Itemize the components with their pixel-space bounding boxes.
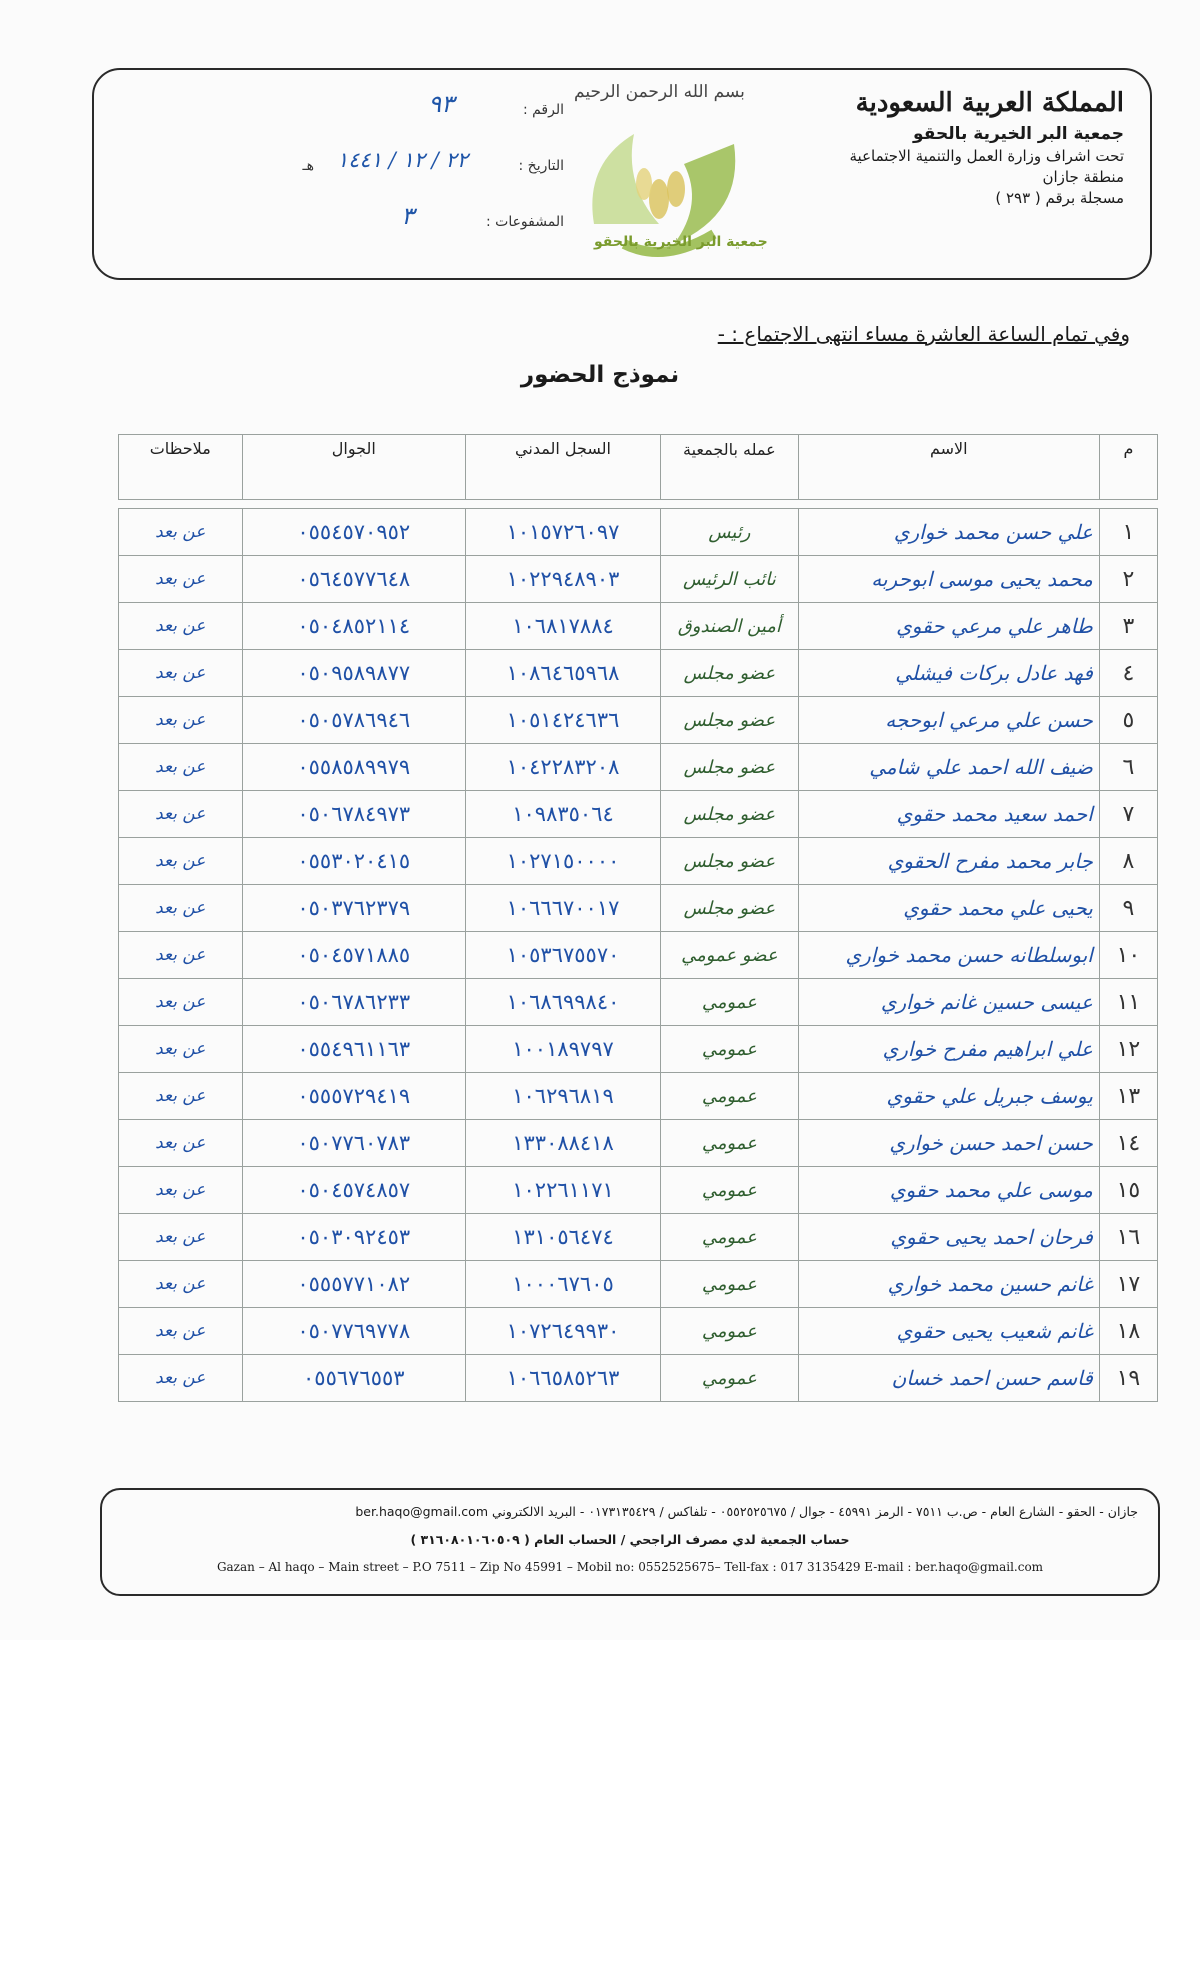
row-num: ١٠ [1099, 932, 1157, 979]
row-num: ١٦ [1099, 1214, 1157, 1261]
table-row [119, 1120, 1158, 1167]
row-civil-id: ١٠٦٢٩٦٨١٩ [466, 1073, 661, 1120]
row-mobile: ٠٥٠٦٧٨٤٩٧٣ [242, 791, 466, 838]
number-value: ٩٣ [428, 90, 454, 118]
row-mobile: ٠٥٠٤٨٥٢١١٤ [242, 603, 466, 650]
row-name: عيسى حسين غانم خواري [798, 979, 1099, 1026]
table-row [119, 1355, 1158, 1402]
row-name: يوسف جبريل علي حقوي [798, 1073, 1099, 1120]
table-row [119, 1167, 1158, 1214]
row-civil-id: ١٠٦٨١٧٨٨٤ [466, 603, 661, 650]
row-role: نائب الرئيس [660, 556, 798, 603]
row-role: عضو مجلس [660, 697, 798, 744]
row-name: علي ابراهيم مفرح خواري [798, 1026, 1099, 1073]
row-note: عن بعد [119, 838, 243, 885]
row-note: عن بعد [119, 697, 243, 744]
form-title: نموذج الحضور [520, 362, 680, 388]
row-note: عن بعد [119, 1120, 243, 1167]
row-note: عن بعد [119, 603, 243, 650]
row-num: ١٢ [1099, 1026, 1157, 1073]
attachments-label: المشفوعات : [485, 214, 564, 230]
table-row [119, 791, 1158, 838]
row-note: عن بعد [119, 1214, 243, 1261]
row-role: رئيس [660, 509, 798, 556]
table-row [119, 885, 1158, 932]
row-name: حسن احمد حسن خواري [798, 1120, 1099, 1167]
row-mobile: ٠٥٠٤٥٧٤٨٥٧ [242, 1167, 466, 1214]
row-role: عضو مجلس [660, 650, 798, 697]
header-notes: ملاحظات [119, 435, 243, 500]
row-mobile: ٠٥٠٥٧٨٦٩٤٦ [242, 697, 466, 744]
number-row [244, 90, 564, 130]
row-num: ٩ [1099, 885, 1157, 932]
row-role: عضو مجلس [660, 885, 798, 932]
registration-line: مسجلة برقم ( ٢٩٣ ) [995, 189, 1124, 207]
row-name: علي حسن محمد خواري [798, 509, 1099, 556]
date-row [244, 146, 564, 186]
table-row [119, 1214, 1158, 1261]
row-note: عن بعد [119, 1261, 243, 1308]
attendance-rows [119, 509, 1158, 1402]
row-role: أمين الصندوق [660, 603, 798, 650]
footer-bank-account: حساب الجمعية لدي مصرف الراجحي / الحساب العام ( ٣١٦٠٨٠١٠٦٠٥٠٩ ) [410, 1532, 850, 1547]
row-role: عمومي [660, 1355, 798, 1402]
row-role: عمومي [660, 1026, 798, 1073]
row-num: ٥ [1099, 697, 1157, 744]
row-note: عن بعد [119, 1308, 243, 1355]
row-note: عن بعد [119, 1026, 243, 1073]
table-row [119, 744, 1158, 791]
row-num: ٨ [1099, 838, 1157, 885]
row-mobile: ٠٥٠٧٧٦٩٧٧٨ [242, 1308, 466, 1355]
row-mobile: ٠٥٥٦٧٦٥٥٣ [242, 1355, 466, 1402]
header-role: عمله بالجمعية [660, 435, 798, 500]
row-name: فهد عادل بركات فيشلي [798, 650, 1099, 697]
row-role: عمومي [660, 1261, 798, 1308]
supervision-line: تحت اشراف وزارة العمل والتنمية الاجتماعية [849, 147, 1124, 165]
table-row [119, 1073, 1158, 1120]
row-civil-id: ١٠٥٣٦٧٥٥٧٠ [466, 932, 661, 979]
row-note: عن بعد [119, 1167, 243, 1214]
row-mobile: ٠٥٦٤٥٧٧٦٤٨ [242, 556, 466, 603]
row-note: عن بعد [119, 744, 243, 791]
date-suffix: هـ [302, 158, 314, 174]
row-civil-id: ١٠١٥٧٢٦٠٩٧ [466, 509, 661, 556]
row-name: طاهر علي مرعي حقوي [798, 603, 1099, 650]
region-line: منطقة جازان [1042, 168, 1124, 186]
date-label: التاريخ : [518, 158, 564, 174]
footer [100, 1488, 1160, 1596]
row-civil-id: ١٠٠١٨٩٧٩٧ [466, 1026, 661, 1073]
row-num: ١ [1099, 509, 1157, 556]
row-num: ١١ [1099, 979, 1157, 1026]
number-label: الرقم : [522, 102, 564, 118]
table-row [119, 932, 1158, 979]
row-name: غانم حسين محمد خواري [798, 1261, 1099, 1308]
table-row [119, 1261, 1158, 1308]
row-name: احمد سعيد محمد حقوي [798, 791, 1099, 838]
footer-contact-arabic: جازان - الحقو - الشارع العام - ص.ب ٧٥١١ - الرمز ٤٥٩٩١ - جوال / ٠٥٥٢٥٢٥٦٧٥ - تلفاكس / ٠١٧٣١٣٥٤٢٩ - البريد الالكتروني ber.haqo@gmail.com [355, 1504, 1138, 1519]
meeting-closing-text: وفي تمام الساعة العاشرة مساء انتهى الاجتماع : - [717, 322, 1130, 346]
row-mobile: ٠٥٠٤٥٧١٨٨٥ [242, 932, 466, 979]
row-mobile: ٠٥٠٦٧٨٦٢٣٣ [242, 979, 466, 1026]
table-row [119, 1308, 1158, 1355]
header-mobile: الجوال [242, 435, 466, 500]
row-name: ضيف الله احمد علي شامي [798, 744, 1099, 791]
row-civil-id: ١٠٦٨٦٩٩٨٤٠ [466, 979, 661, 1026]
row-name: موسى علي محمد حقوي [798, 1167, 1099, 1214]
attendance-table [118, 434, 1158, 1402]
row-num: ١٤ [1099, 1120, 1157, 1167]
row-name: غانم شعيب يحيى حقوي [798, 1308, 1099, 1355]
table-row [119, 1026, 1158, 1073]
row-name: محمد يحيى موسى ابوحربه [798, 556, 1099, 603]
row-role: عمومي [660, 979, 798, 1026]
header-num: م [1099, 435, 1157, 500]
row-num: ٧ [1099, 791, 1157, 838]
row-civil-id: ١٠٤٢٢٨٣٢٠٨ [466, 744, 661, 791]
row-name: ابوسلطانه حسن محمد خواري [798, 932, 1099, 979]
row-num: ١٣ [1099, 1073, 1157, 1120]
row-mobile: ٠٥٥٣٠٢٠٤١٥ [242, 838, 466, 885]
row-role: عضو عمومي [660, 932, 798, 979]
row-civil-id: ١٠٢٢٩٤٨٩٠٣ [466, 556, 661, 603]
row-num: ٦ [1099, 744, 1157, 791]
row-note: عن بعد [119, 885, 243, 932]
attachments-row [244, 202, 564, 242]
row-name: فرحان احمد يحيى حقوي [798, 1214, 1099, 1261]
row-num: ١٧ [1099, 1261, 1157, 1308]
row-num: ١٥ [1099, 1167, 1157, 1214]
table-row [119, 509, 1158, 556]
table-row [119, 838, 1158, 885]
table-header-row [119, 435, 1158, 500]
row-role: عمومي [660, 1308, 798, 1355]
row-num: ٤ [1099, 650, 1157, 697]
row-civil-id: ١٠٢٧١٥٠٠٠٠ [466, 838, 661, 885]
table-row [119, 650, 1158, 697]
footer-contact-english: Gazan – Al haqo – Main street – P.O 7511 – Zip No 45991 – Mobil no: 0552525675– Tell-fax : 017 3135429 E-mail : ber.haqo@gmail.com [216, 1560, 1044, 1574]
header-name: الاسم [798, 435, 1099, 500]
attachments-value: ٣ [401, 202, 414, 230]
row-num: ١٩ [1099, 1355, 1157, 1402]
row-civil-id: ١٣١٠٥٦٤٧٤ [466, 1214, 661, 1261]
row-civil-id: ١٠٩٨٣٥٠٦٤ [466, 791, 661, 838]
row-name: قاسم حسن احمد خسان [798, 1355, 1099, 1402]
row-role: عمومي [660, 1167, 798, 1214]
logo-caption: جمعية البر الخيرية بالحقو [594, 234, 768, 250]
row-role: عمومي [660, 1214, 798, 1261]
row-mobile: ٠٥٠٧٧٦٠٧٨٣ [242, 1120, 466, 1167]
row-mobile: ٠٥٠٣٧٦٢٣٧٩ [242, 885, 466, 932]
row-note: عن بعد [119, 932, 243, 979]
logo-area [534, 76, 794, 276]
row-mobile: ٠٥٥٤٥٧٠٩٥٢ [242, 509, 466, 556]
table-row [119, 556, 1158, 603]
row-role: عضو مجلس [660, 791, 798, 838]
row-num: ١٨ [1099, 1308, 1157, 1355]
row-note: عن بعد [119, 556, 243, 603]
row-mobile: ٠٥٠٣٠٩٢٤٥٣ [242, 1214, 466, 1261]
table-row [119, 603, 1158, 650]
row-role: عضو مجلس [660, 744, 798, 791]
row-civil-id: ١٠٦٦٥٨٥٢٦٣ [466, 1355, 661, 1402]
table-row [119, 979, 1158, 1026]
letterhead [92, 68, 1152, 280]
row-civil-id: ١٠٦٦٦٧٠٠١٧ [466, 885, 661, 932]
basmala: بسم الله الرحمن الرحيم [574, 82, 745, 102]
row-civil-id: ١٠٢٢٦١١٧١ [466, 1167, 661, 1214]
row-civil-id: ١٣٣٠٨٨٤١٨ [466, 1120, 661, 1167]
row-role: عمومي [660, 1073, 798, 1120]
row-role: عمومي [660, 1120, 798, 1167]
row-note: عن بعد [119, 1355, 243, 1402]
header-civil-id: السجل المدني [466, 435, 661, 500]
row-note: عن بعد [119, 979, 243, 1026]
organization-block [794, 88, 1124, 210]
row-num: ٣ [1099, 603, 1157, 650]
date-value: ٢٢ / ١٢ / ١٤٤١ [336, 148, 468, 172]
row-mobile: ٠٥٥٥٧٧١٠٨٢ [242, 1261, 466, 1308]
header-spacer [119, 500, 1158, 509]
row-mobile: ٠٥٥٨٥٨٩٩٧٩ [242, 744, 466, 791]
table-row [119, 697, 1158, 744]
row-note: عن بعد [119, 650, 243, 697]
row-role: عضو مجلس [660, 838, 798, 885]
row-note: عن بعد [119, 1073, 243, 1120]
country-name: المملكة العربية السعودية [855, 88, 1124, 118]
row-note: عن بعد [119, 509, 243, 556]
row-mobile: ٠٥٠٩٥٨٩٨٧٧ [242, 650, 466, 697]
row-civil-id: ١٠٠٠٦٧٦٠٥ [466, 1261, 661, 1308]
row-name: يحيى علي محمد حقوي [798, 885, 1099, 932]
row-mobile: ٠٥٥٥٧٢٩٤١٩ [242, 1073, 466, 1120]
row-mobile: ٠٥٥٤٩٦١١٦٣ [242, 1026, 466, 1073]
row-name: حسن علي مرعي ابوحجه [798, 697, 1099, 744]
row-note: عن بعد [119, 791, 243, 838]
organization-name: جمعية البر الخيرية بالحقو [913, 124, 1124, 144]
row-civil-id: ١٠٨٦٤٦٥٩٦٨ [466, 650, 661, 697]
row-num: ٢ [1099, 556, 1157, 603]
row-civil-id: ١٠٧٢٦٤٩٩٣٠ [466, 1308, 661, 1355]
row-name: جابر محمد مفرح الحقوي [798, 838, 1099, 885]
row-civil-id: ١٠٥١٤٢٤٦٣٦ [466, 697, 661, 744]
